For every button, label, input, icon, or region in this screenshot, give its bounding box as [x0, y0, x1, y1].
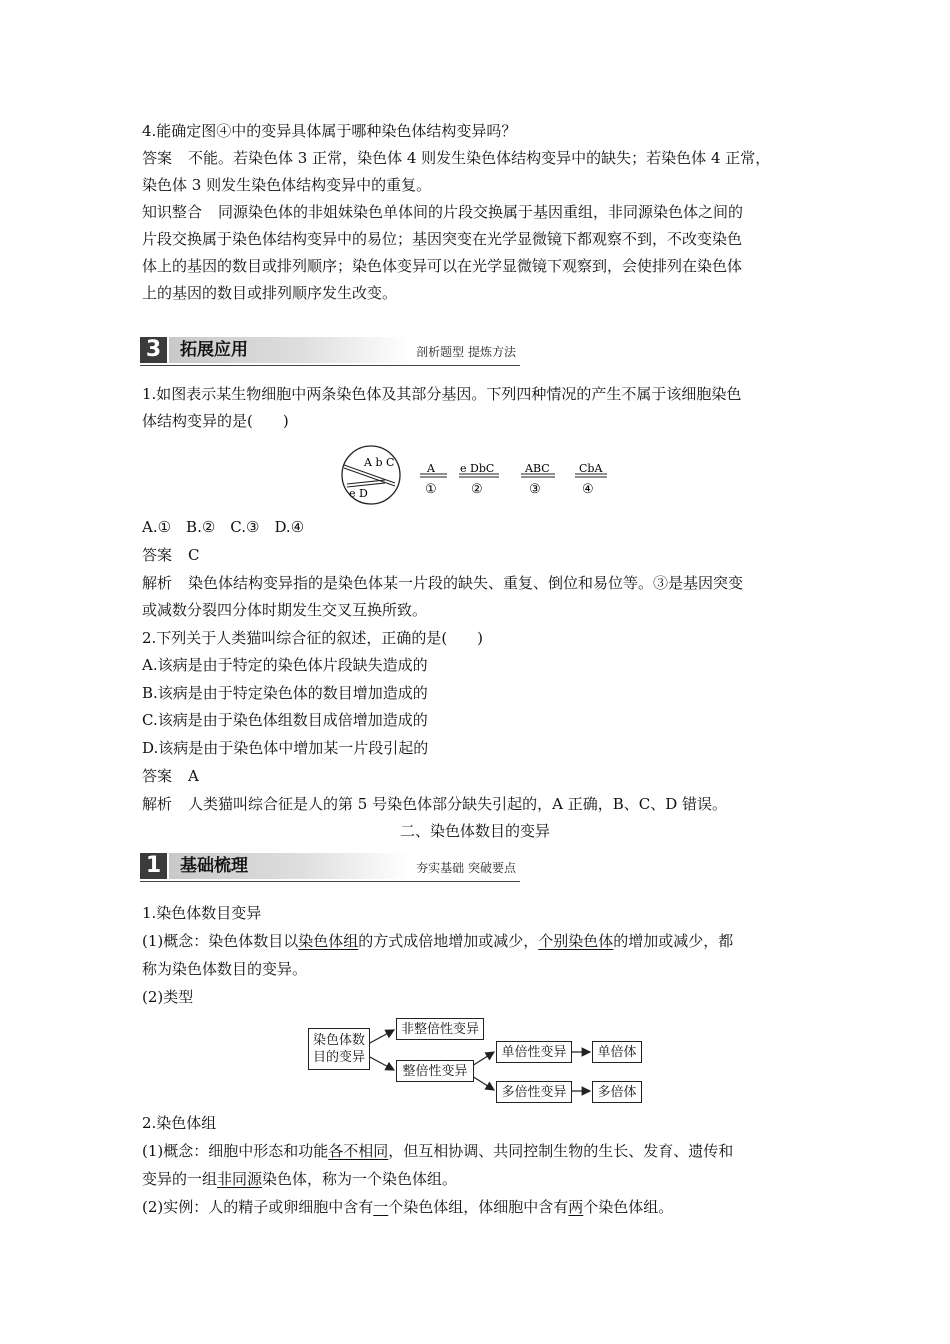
- section-subtitle: 剖析题型 提炼方法: [416, 345, 516, 359]
- banner-underline: [140, 365, 520, 366]
- chromosome-3-genes: ABC: [525, 462, 550, 475]
- text-segment: 个染色体组，体细胞中含有: [388, 1198, 569, 1216]
- q4-summary-line2: 片段交换属于染色体结构变异中的易位；基因突变在光学显微镜下都观察不到，不改变染色: [142, 230, 743, 248]
- ex2-stem: 2.下列关于人类猫叫综合征的叙述，正确的是( ): [142, 629, 484, 647]
- section-number: 3: [140, 337, 167, 363]
- underlined-term: 一: [373, 1198, 389, 1216]
- polyploid-variation-box: 多倍性变异: [496, 1081, 572, 1103]
- monoploid-box: 单倍体: [592, 1041, 642, 1063]
- text-segment: (1)概念：细胞中形态和功能: [142, 1142, 329, 1160]
- chromosome-1-number: ①: [425, 482, 437, 497]
- section-title: 拓展应用: [180, 340, 248, 360]
- ex1-analysis-line2: 或减数分裂四分体时期发生交叉互换所致。: [142, 601, 428, 619]
- cell-bottom-genes: e D: [349, 487, 368, 500]
- q4-summary-line4: 上的基因的数目或排列顺序发生改变。: [142, 284, 398, 302]
- non-euploid-box: 非整倍性变异: [396, 1018, 484, 1040]
- answer-value: A: [188, 767, 199, 785]
- ex2-answer: [142, 763, 199, 790]
- chromosome-4: [575, 462, 607, 497]
- euploid-box: 整倍性变异: [396, 1060, 474, 1082]
- chromosome-1-genes: A: [427, 462, 435, 475]
- answer-label: 答案: [142, 149, 173, 167]
- analysis-label: 解析: [142, 795, 173, 813]
- answer-value: C: [188, 546, 200, 564]
- q4-summary-line1: [142, 199, 743, 226]
- chromosome-figure: [335, 441, 625, 509]
- ex1-stem-line2: 体结构变异的是( ): [142, 412, 289, 430]
- chromosome-4-number: ④: [582, 482, 594, 497]
- part-title: 二、染色体数目的变异: [399, 822, 550, 840]
- section-banner-extension: [140, 337, 520, 367]
- k2-concept-line2: [142, 1166, 457, 1193]
- underlined-term: 染色体组: [298, 932, 359, 950]
- chromosome-3: [521, 462, 555, 497]
- monoploid-variation-box: 单倍性变异: [496, 1041, 572, 1063]
- chromosome-3-number: ③: [529, 482, 541, 497]
- q4-question: 4.能确定图④中的变异具体属于哪种染色体结构变异吗？: [142, 122, 517, 140]
- k1-concept-line2: 称为染色体数目的变异。: [142, 960, 308, 978]
- k2-heading: 2.染色体组: [142, 1114, 217, 1132]
- banner-underline: [140, 881, 520, 882]
- polyploid-box: 多倍体: [592, 1081, 642, 1103]
- text-segment: (2)实例：人的精子或卵细胞中含有: [142, 1198, 374, 1216]
- text-segment: 的方式成倍地增加或减少，: [358, 932, 539, 950]
- chromosome-4-genes: CbA: [579, 462, 603, 475]
- underlined-term: 两: [568, 1198, 584, 1216]
- chromosome-1: [420, 462, 447, 497]
- analysis-text: 人类猫叫综合征是人的第 5 号染色体部分缺失引起的，A 正确，B、C、D 错误。: [188, 795, 727, 813]
- ex2-option-d: D.该病是由于染色体中增加某一片段引起的: [142, 739, 429, 757]
- q4-answer-line1: [142, 145, 770, 172]
- underlined-term: 非同源: [217, 1170, 263, 1188]
- summary-label: 知识整合: [142, 203, 203, 221]
- answer-label: 答案: [142, 767, 173, 785]
- q4-summary-line3: 体上的基因的数目或排列顺序；染色体变异可以在光学显微镜下观察到，会使排列在染色体: [142, 257, 743, 275]
- answer-text: 不能。若染色体 3 正常，染色体 4 则发生染色体结构变异中的缺失；若染色体 4 正常，: [188, 149, 771, 167]
- text-segment: 染色体，称为一个染色体组。: [262, 1170, 458, 1188]
- chromosome-2-genes: e DbC: [460, 462, 495, 475]
- root-box: [308, 1028, 370, 1070]
- k2-example: [142, 1194, 673, 1221]
- underlined-term: 各不相同: [328, 1142, 389, 1160]
- root-line2: 目的变异: [312, 1050, 365, 1065]
- chromosome-2: [459, 462, 499, 497]
- ex2-option-a: A.该病是由于特定的染色体片段缺失造成的: [142, 656, 428, 674]
- text-segment: ，但互相协调、共同控制生物的生长、发育、遗传和: [388, 1142, 734, 1160]
- summary-text: 同源染色体的非姐妹染色单体间的片段交换属于基因重组，非同源染色体之间的: [218, 203, 744, 221]
- ex2-option-b: B.该病是由于特定染色体的数目增加造成的: [142, 684, 428, 702]
- cell-top-genes: A b C: [364, 456, 395, 469]
- ex1-analysis-line1: [142, 570, 743, 597]
- analysis-label: 解析: [142, 574, 173, 592]
- k1-heading: 1.染色体数目变异: [142, 904, 262, 922]
- section-title: 基础梳理: [180, 856, 248, 876]
- cell-diagram: [342, 446, 400, 504]
- ex1-options: A.① B.② C.③ D.④: [142, 518, 305, 536]
- ex1-answer: [142, 542, 200, 569]
- section-number: 1: [140, 853, 167, 879]
- q4-answer-line2: 染色体 3 则发生染色体结构变异中的重复。: [142, 176, 432, 194]
- ex2-option-c: C.该病是由于染色体组数目成倍增加造成的: [142, 711, 428, 729]
- analysis-text: 染色体结构变异指的是染色体某一片段的缺失、重复、倒位和易位等。③是基因突变: [188, 574, 744, 592]
- answer-label: 答案: [142, 546, 173, 564]
- text-segment: 个染色体组。: [583, 1198, 674, 1216]
- section-subtitle: 夯实基础 突破要点: [416, 861, 516, 875]
- k1-types-heading: (2)类型: [142, 988, 194, 1006]
- ex2-analysis: [142, 791, 727, 818]
- k1-concept-line1: [142, 928, 733, 955]
- text-segment: 变异的一组: [142, 1170, 218, 1188]
- section-banner-basics: [140, 853, 520, 883]
- k2-concept-line1: [142, 1138, 733, 1165]
- chromosome-2-number: ②: [471, 482, 483, 497]
- ex1-stem-line1: 1.如图表示某生物细胞中两条染色体及其部分基因。下列四种情况的产生不属于该细胞染色: [142, 385, 742, 403]
- text-segment: (1)概念：染色体数目以: [142, 932, 299, 950]
- underlined-term: 个别染色体: [538, 932, 614, 950]
- text-segment: 的增加或减少，都: [613, 932, 734, 950]
- variation-type-diagram: [308, 1014, 644, 1106]
- root-line1: 染色体数: [312, 1033, 365, 1048]
